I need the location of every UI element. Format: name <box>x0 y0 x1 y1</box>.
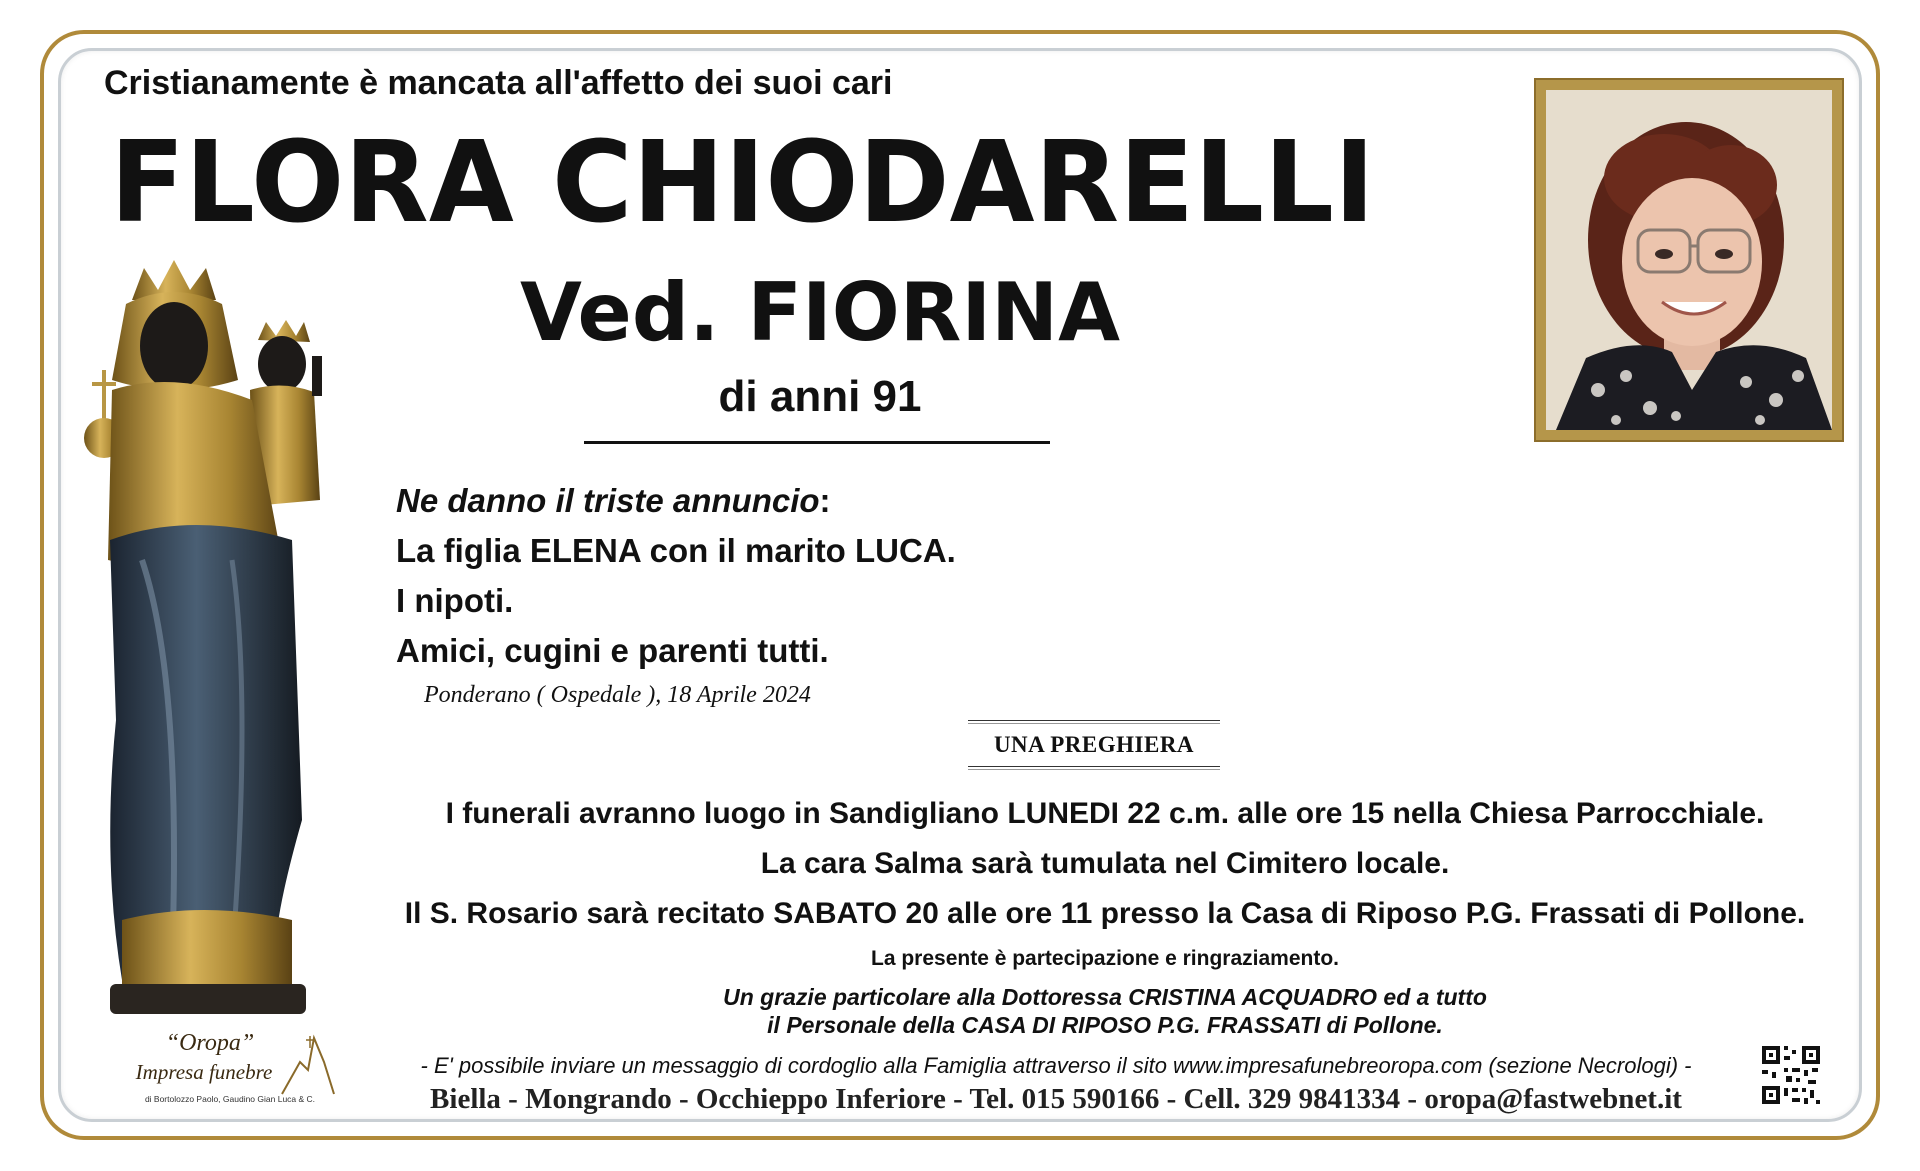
contact-info: Biella - Mongrando - Occhieppo Inferiore - Tel. 015 590166 - Cell. 329 9841334 - oropa@fastwebnet.it <box>430 1083 1682 1115</box>
portrait-icon <box>1546 90 1832 430</box>
announcement-line: I nipoti. <box>396 582 514 619</box>
prayer-rule <box>968 769 1220 770</box>
announcement-line: La figlia ELENA con il marito LUCA. <box>396 532 956 569</box>
logo-title: “Oropa” <box>165 1030 255 1056</box>
prayer-rule <box>968 720 1220 721</box>
rosary-line: Il S. Rosario sarà recitato SABATO 20 alle ore 11 presso la Casa di Riposo P.G. Frassati di Pollone. <box>404 897 1806 930</box>
prayer-heading <box>968 718 1220 768</box>
prayer-rule <box>968 766 1220 767</box>
funeral-home-logo <box>120 1024 340 1114</box>
divider-rule <box>584 441 1050 444</box>
announcement-lead: Ne danno il triste annuncio <box>396 482 820 519</box>
madonna-statue-image <box>82 260 372 1020</box>
special-thanks <box>330 983 1880 1039</box>
place-date: Ponderano ( Ospedale ), 18 Aprile 2024 <box>424 682 811 708</box>
age-text: di anni 91 <box>718 372 922 421</box>
condolence-message-note: - E' possibile inviare un messaggio di cordoglio alla Famiglia attraverso il sito www.impresafunebreoropa.com (sezione Necrologi) - <box>420 1053 1692 1078</box>
special-thanks-line: il Personale della CASA DI RIPOSO P.G. FRASSATI di Pollone. <box>767 1012 1443 1038</box>
participation-note: La presente è partecipazione e ringraziamento. <box>871 947 1339 970</box>
burial-line: La cara Salma sarà tumulata nel Cimitero locale. <box>760 847 1450 880</box>
prayer-label: UNA PREGHIERA <box>993 732 1195 757</box>
announcement-lead-line <box>396 476 956 526</box>
qr-code-icon <box>1760 1044 1822 1106</box>
funeral-line: I funerali avranno luogo in Sandigliano LUNEDI 22 c.m. alle ore 15 nella Chiesa Parrocchiale. <box>445 797 1765 830</box>
announcement-line: Amici, cugini e parenti tutti. <box>396 632 829 669</box>
logo-owners: di Bortolozzo Paolo, Gaudino Gian Luca & C. <box>144 1094 316 1104</box>
portrait-photo <box>1536 80 1842 440</box>
mountain-icon <box>280 1032 336 1096</box>
widow-surname-text: Ved. FIORINA <box>520 266 1120 359</box>
deceased-name: FLORA CHIODARELLI <box>110 118 1375 248</box>
announcement-block <box>396 476 956 676</box>
special-thanks-line: Un grazie particolare alla Dottoressa CRISTINA ACQUADRO ed a tutto <box>723 984 1487 1010</box>
intro-text: Cristianamente è mancata all'affetto dei suoi cari <box>104 64 893 102</box>
prayer-rule <box>968 723 1220 724</box>
announcement-lead-colon: : <box>819 482 831 519</box>
logo-subtitle: Impresa funebre <box>135 1060 273 1084</box>
